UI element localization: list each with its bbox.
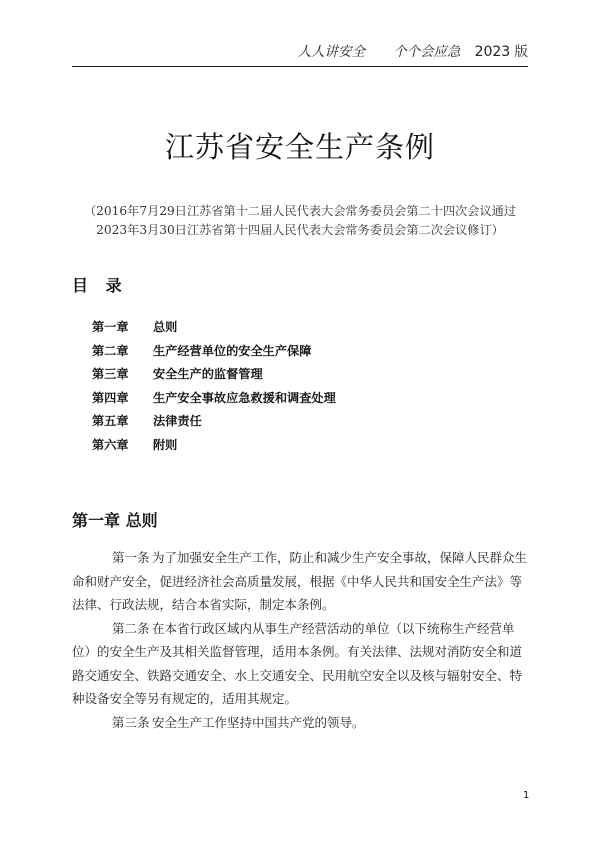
- article-text: 为了加强安全生产工作，防止和减少生产安全事故，保障人民群众生命和财产安全，促进经济社会高质量发展，根据《中华人民共和国安全生产法》等法律、行政法规，结合本省实际，制定本条例。: [72, 550, 528, 612]
- toc-item[interactable]: [92, 318, 336, 342]
- header-year: 2023: [474, 44, 511, 60]
- toc-heading: 目 录: [72, 276, 128, 295]
- toc-chapter: 第五章: [92, 414, 129, 428]
- toc-title: 生产安全事故应急救援和调查处理: [153, 390, 336, 405]
- header-slogan-2: 个个会应急: [393, 44, 461, 60]
- toc-item[interactable]: [92, 412, 336, 436]
- document-title: 江苏省安全生产条例: [164, 130, 435, 164]
- toc-item[interactable]: [92, 389, 336, 413]
- toc-chapter: 第三章: [92, 367, 129, 381]
- page-number: 1: [523, 790, 530, 801]
- chapter-heading: 第一章 总则: [72, 511, 158, 530]
- toc-title: 总则: [153, 320, 178, 334]
- document-subtitle: （2016年7月29日江苏省第十二届人民代表大会常务委员会第二十四次会议通过 2023年3月30日江苏省第十四届人民代表大会常务委员会第二次会议修订）: [83, 204, 517, 237]
- toc-title: 安全生产的监督管理: [153, 367, 263, 381]
- toc-item[interactable]: [92, 436, 336, 460]
- chapter-body: [72, 546, 532, 734]
- article: [72, 711, 532, 735]
- toc-title: 生产经营单位的安全生产保障: [153, 343, 312, 358]
- toc-title: 附则: [153, 437, 178, 452]
- table-of-contents: [92, 318, 336, 459]
- running-header: [298, 40, 528, 60]
- header-rule: [72, 66, 528, 67]
- article: [72, 617, 532, 711]
- toc-chapter: 第二章: [92, 343, 129, 358]
- toc-chapter: 第四章: [92, 390, 129, 405]
- article-number: 第二条: [112, 620, 150, 636]
- article: [72, 546, 532, 617]
- toc-item[interactable]: [92, 342, 336, 366]
- toc-chapter: 第六章: [92, 437, 129, 452]
- article-number: 第一条: [112, 550, 150, 565]
- article-text: 在本省行政区域内从事生产经营活动的单位（以下统称生产经营单位）的安全生产及其相关监督管理，适用本条例。有关法律、法规对消防安全和道路交通安全、铁路交通安全、水上交通安全、民用航空安全以及核与辐射安全、特种设备安全等另有规定的，适用其规定。: [72, 620, 523, 706]
- toc-item[interactable]: [92, 365, 336, 389]
- article-text: 安全生产工作坚持中国共产党的领导。: [152, 714, 365, 730]
- header-slogan-1: 人人讲安全: [297, 44, 366, 60]
- toc-title: 法律责任: [153, 414, 202, 428]
- article-number: 第三条: [112, 714, 150, 730]
- toc-chapter: 第一章: [92, 320, 129, 334]
- header-edition: 版: [514, 44, 528, 60]
